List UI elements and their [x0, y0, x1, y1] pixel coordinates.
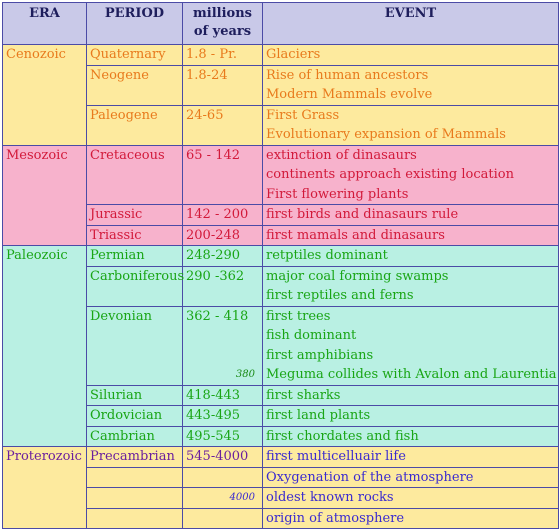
era-cell: Proterozoic: [3, 447, 87, 529]
era-cell: Mesozoic: [3, 145, 87, 246]
years-header-line2: of years: [193, 24, 252, 39]
event-text: Oxygenation of the atmosphere: [266, 469, 474, 485]
period-cell: Paleogene: [87, 105, 183, 145]
period-cell: Triassic: [87, 225, 183, 246]
event-text: first reptiles and ferns: [266, 288, 414, 303]
years-cell: 545-4000: [183, 447, 263, 468]
period-cell: Ordovician: [87, 406, 183, 427]
spacer: [186, 346, 259, 366]
period-cell: Devonian: [87, 306, 183, 385]
period-cell: [87, 488, 183, 509]
years-cell: [183, 508, 263, 529]
event-cell: [263, 145, 559, 205]
event-cell: [263, 45, 559, 66]
event-cell: [263, 266, 559, 306]
event-text: Rise of human ancestors: [266, 67, 429, 83]
event-cell: [263, 225, 559, 246]
event-text: first multicelluair life: [266, 449, 406, 464]
period-cell: [87, 508, 183, 529]
table-row: [3, 205, 559, 226]
years-cell: 200-248: [183, 225, 263, 246]
table-row: [3, 65, 559, 105]
event-cell: [263, 105, 559, 145]
event-cell: [263, 385, 559, 406]
event-cell: [263, 467, 559, 488]
event-text: origin of atmosphere: [266, 510, 405, 526]
date-note: [186, 488, 259, 508]
years-cell: 1.8-24: [183, 65, 263, 105]
period-cell: Silurian: [87, 385, 183, 406]
event-cell: [263, 205, 559, 226]
event-text: Meguma collides with Avalon and Laurentia: [266, 367, 557, 382]
table-row: [3, 266, 559, 306]
era-cell: Paleozoic: [3, 246, 87, 447]
event-text: Modern Mammals evolve: [266, 87, 433, 102]
event-text: First flowering plants: [266, 186, 409, 202]
event-text: first mamals and dinasaurs: [266, 227, 445, 243]
years-header: [183, 3, 263, 45]
date-note-text: 380: [235, 369, 255, 380]
years-cell: 1.8 - Pr.: [183, 45, 263, 66]
event-text: oldest known rocks: [266, 490, 394, 505]
date-note: [186, 365, 259, 385]
event-cell: [263, 488, 559, 509]
table-row: [3, 225, 559, 246]
period-cell: Cretaceous: [87, 145, 183, 205]
header-row: [3, 3, 559, 45]
event-text: First Grass: [266, 107, 340, 123]
event-cell: [263, 246, 559, 267]
event-text: first amphibians: [266, 347, 374, 363]
table-row: [3, 385, 559, 406]
years-cell: [183, 488, 263, 509]
event-text: extinction of dinasaurs: [266, 147, 417, 163]
event-text: first birds and dinasaurs rule: [266, 207, 459, 222]
event-cell: [263, 508, 559, 529]
event-text: first chordates and fish: [266, 428, 419, 444]
event-cell: [263, 406, 559, 427]
table-row: [3, 508, 559, 529]
event-text: Glaciers: [266, 47, 321, 62]
event-text: retptiles dominant: [266, 248, 388, 263]
period-cell: Cambrian: [87, 426, 183, 447]
table-row: [3, 105, 559, 145]
years-cell: 142 - 200: [183, 205, 263, 226]
event-text: Evolutionary expansion of Mammals: [266, 127, 506, 142]
table-row: [3, 447, 559, 468]
event-cell: [263, 426, 559, 447]
table-row: [3, 406, 559, 427]
years-text: 362 - 418: [186, 308, 249, 324]
era-header: ERA: [3, 3, 87, 45]
period-cell: [87, 467, 183, 488]
years-cell: 495-545: [183, 426, 263, 447]
event-header: EVENT: [263, 3, 559, 45]
years-cell: 290 -362: [183, 266, 263, 306]
table-row: [3, 467, 559, 488]
years-header-line1: millions: [193, 6, 252, 21]
table-row: [3, 145, 559, 205]
date-note-text: 4000: [229, 492, 255, 503]
geologic-time-table: [2, 2, 559, 529]
table-row: [3, 246, 559, 267]
event-text: first trees: [266, 308, 331, 324]
period-cell: Permian: [87, 246, 183, 267]
event-text: first sharks: [266, 387, 341, 403]
years-cell: 24-65: [183, 105, 263, 145]
period-cell: Quaternary: [87, 45, 183, 66]
period-cell: Neogene: [87, 65, 183, 105]
event-cell: [263, 65, 559, 105]
period-cell: Precambrian: [87, 447, 183, 468]
period-cell: Carboniferous: [87, 266, 183, 306]
years-cell: 248-290: [183, 246, 263, 267]
era-cell: Cenozoic: [3, 45, 87, 146]
period-header: PERIOD: [87, 3, 183, 45]
spacer: [186, 326, 259, 346]
event-cell: [263, 306, 559, 385]
period-cell: Jurassic: [87, 205, 183, 226]
event-text: continents approach existing location: [266, 167, 514, 182]
event-text: first land plants: [266, 408, 371, 423]
years-cell: 418-443: [183, 385, 263, 406]
table-row: [3, 306, 559, 385]
event-text: fish dominant: [266, 328, 357, 343]
event-cell: [263, 447, 559, 468]
years-cell: 65 - 142: [183, 145, 263, 205]
years-cell: [183, 306, 263, 385]
table-row: [3, 45, 559, 66]
table-row: [3, 488, 559, 509]
years-cell: 443-495: [183, 406, 263, 427]
table-row: [3, 426, 559, 447]
years-cell: [183, 467, 263, 488]
event-text: major coal forming swamps: [266, 268, 449, 284]
